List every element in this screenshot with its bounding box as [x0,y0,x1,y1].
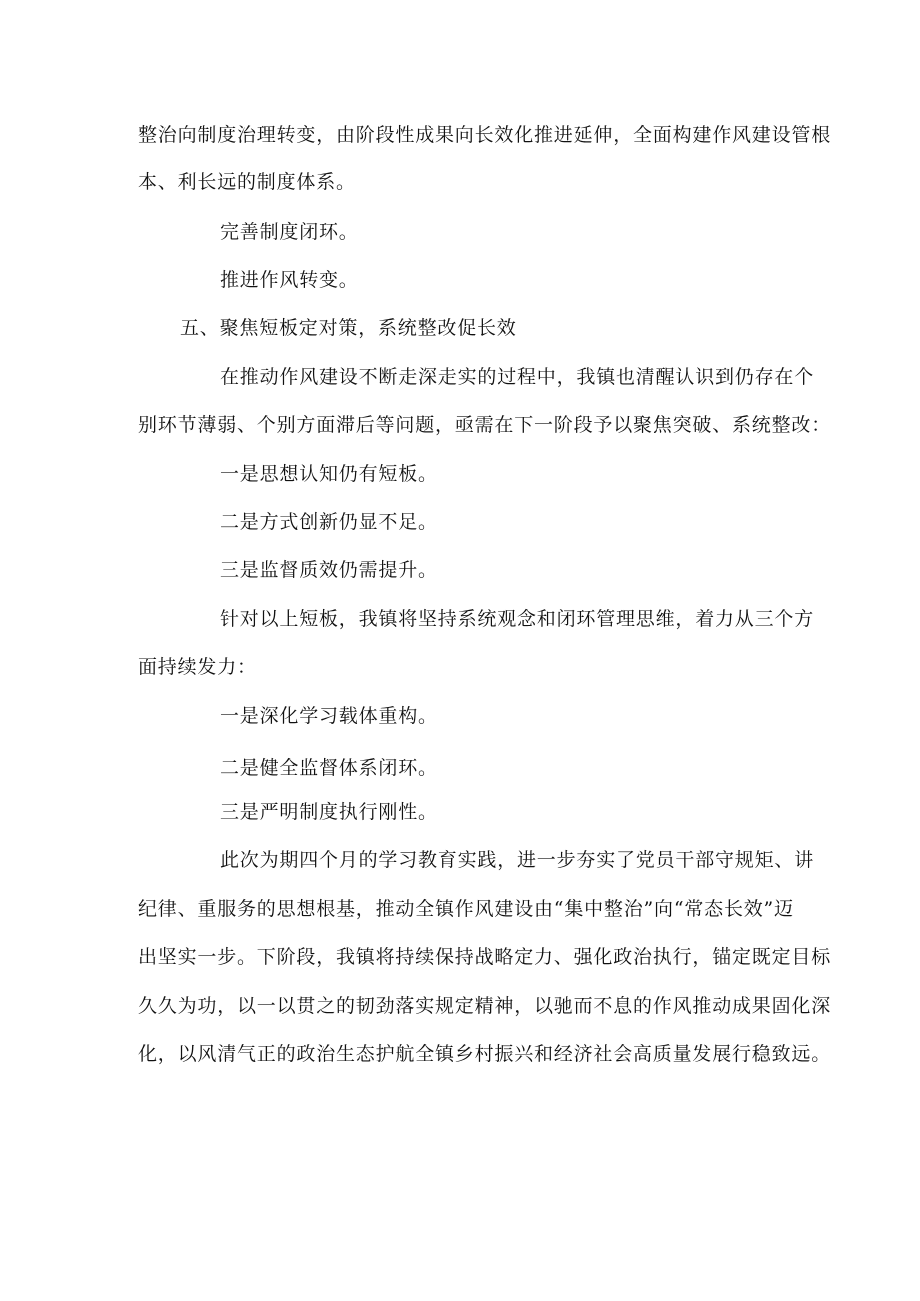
shortcoming-item-1: 一是思想认知仍有短板。 [220,463,438,485]
shortcoming-item-2: 二是方式创新仍显不足。 [220,511,438,533]
item-improve-system: 完善制度闭环。 [220,221,359,243]
paragraph-2-line-2: 别环节薄弱、个别方面滞后等问题，亟需在下一阶段予以聚焦突破、系统整改： [138,414,832,436]
paragraph-3-line-2: 面持续发力： [138,656,257,678]
measure-item-2: 二是健全监督体系闭环。 [220,757,438,779]
paragraph-4-line-3: 出坚实一步。下阶段，我镇将持续保持战略定力、强化政治执行，锚定既定目标 [138,946,832,968]
shortcoming-item-3: 三是监督质效仍需提升。 [220,559,438,581]
paragraph-4-line-2: 纪律、重服务的思想根基，推动全镇作风建设由“集中整治”向“常态长效”迈 [138,898,794,920]
measure-item-3: 三是严明制度执行刚性。 [220,801,438,823]
paragraph-4-line-5: 化，以风清气正的政治生态护航全镇乡村振兴和经济社会高质量发展行稳致远。 [138,1043,832,1065]
paragraph-4-line-4: 久久为功，以一以贯之的韧劲落实规定精神，以驰而不息的作风推动成果固化深 [138,995,832,1017]
item-promote-style: 推进作风转变。 [220,269,359,291]
section-heading-five: 五、聚焦短板定对策，系统整改促长效 [180,317,517,339]
paragraph-1-line-2: 本、利长远的制度体系。 [138,171,356,193]
measure-item-1: 一是深化学习载体重构。 [220,705,438,727]
paragraph-3-line-1: 针对以上短板，我镇将坚持系统观念和闭环管理思维，着力从三个方 [220,608,815,630]
paragraph-4-line-1: 此次为期四个月的学习教育实践，进一步夯实了党员干部守规矩、讲 [220,849,815,871]
paragraph-2-line-1: 在推动作风建设不断走深走实的过程中，我镇也清醒认识到仍存在个 [220,366,815,388]
paragraph-1-line-1: 整治向制度治理转变，由阶段性成果向长效化推进延伸，全面构建作风建设管根 [138,124,832,146]
